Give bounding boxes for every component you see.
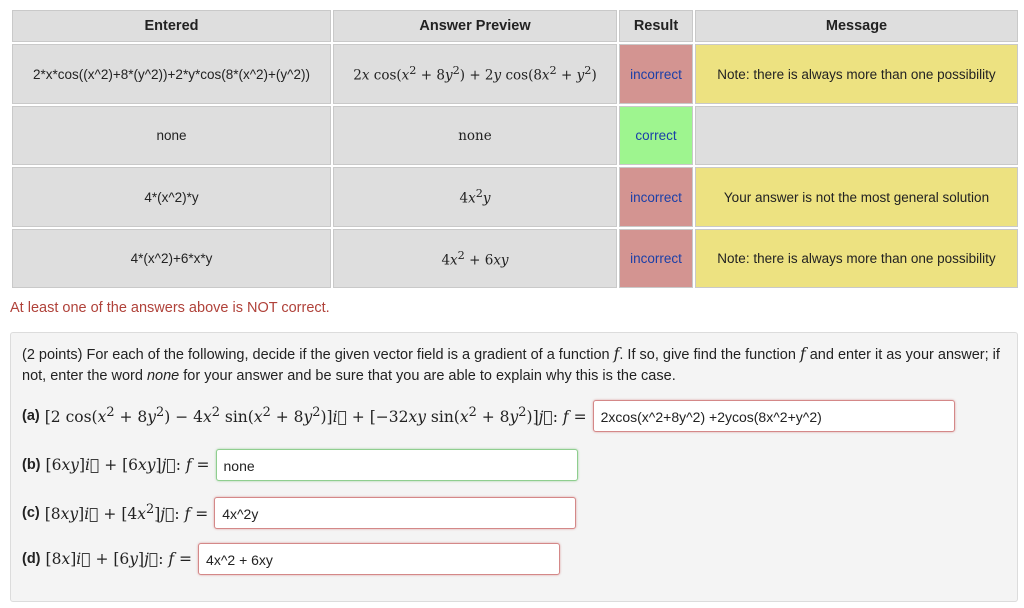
problem-box [10, 332, 1018, 602]
part-c: (c) [8xy]i⃗ + $[4x^2]j⃗$: f = 4x^2y [22, 497, 576, 529]
table-row [12, 167, 1018, 227]
result-cell: incorrect [619, 44, 693, 104]
part-b: (b) [6xy]i⃗ + [6xy]j⃗: f = none [22, 449, 578, 481]
header-entered: Entered [12, 10, 331, 42]
part-b-vector-field: [6xy]i⃗ + [6xy]j⃗: f = [45, 456, 210, 474]
problem-intro: (2 points) For each of the following, decide if the given vector field is a gradient of a function f. If so, give find the function f and enter it as your answer; if not, enter the word none for your answer and be sure that you are able to explain why this is the case. [22, 345, 1000, 384]
entered-cell: 4*(x^2)+6*x*y [12, 229, 331, 288]
answer-preview-cell: $4x^2 + 6xy$ [333, 229, 617, 288]
table-row [12, 229, 1018, 288]
entered-cell: none [12, 106, 331, 165]
entered-cell: 4*(x^2)*y [12, 167, 331, 227]
header-result: Result [619, 10, 693, 42]
message-cell [695, 106, 1018, 165]
table-header-row [12, 10, 1018, 42]
part-d-vector-field: [8x]i⃗ + [6y]j⃗: f = [45, 550, 193, 568]
results-table [10, 8, 1020, 290]
part-a-vector-field: [2 $\cos(x^2 + 8y^2) - 4x^2$ $\sin(x^2$ + $8y^2)]i⃗ + [-32xy$ $\sin(x^2$ + $8y^2)]j⃗$: f = [44, 405, 587, 427]
entered-cell: 2*x*cos((x^2)+8*(y^2))+2*y*cos(8*(x^2)+(y^2)) [12, 44, 331, 104]
table-row [12, 44, 1018, 104]
answer-input-a[interactable]: 2xcos(x^2+8y^2) +2ycos(8x^2+y^2) [593, 400, 955, 432]
message-cell: Your answer is not the most general solution [695, 167, 1018, 227]
part-c-vector-field: [8xy]i⃗ + $[4x^2]j⃗$: f = [44, 502, 209, 524]
answer-preview-cell: 2x $\cos(x^2 + 8y^2) + 2y$ $\cos(8x^2 + y^2)$ [333, 44, 617, 104]
header-answer-preview: Answer Preview [333, 10, 617, 42]
message-cell: Note: there is always more than one possibility [695, 229, 1018, 288]
result-cell: correct [619, 106, 693, 165]
answer-input-d[interactable]: 4x^2 + 6xy [198, 543, 560, 575]
part-a: (a) [2 $\cos(x^2 + 8y^2) - 4x^2$ $\sin(x^2$ + $8y^2)]i⃗ + [-32xy$ $\sin(x^2$ + $8y^2)]j⃗$: f = 2xcos(x^2+8y^2) +2ycos(8x^2+y^2) [22, 400, 955, 432]
answer-preview-cell: none [333, 106, 617, 165]
result-cell: incorrect [619, 229, 693, 288]
answer-input-c[interactable]: 4x^2y [214, 497, 576, 529]
result-cell: incorrect [619, 167, 693, 227]
header-message: Message [695, 10, 1018, 42]
answer-preview-cell: $4x^2y$ [333, 167, 617, 227]
warning-message: At least one of the answers above is NOT correct. [10, 300, 330, 316]
table-row [12, 106, 1018, 165]
message-cell: Note: there is always more than one possibility [695, 44, 1018, 104]
part-d: (d) [8x]i⃗ + [6y]j⃗: f = 4x^2 + 6xy [22, 543, 560, 575]
answer-input-b[interactable]: none [216, 449, 578, 481]
